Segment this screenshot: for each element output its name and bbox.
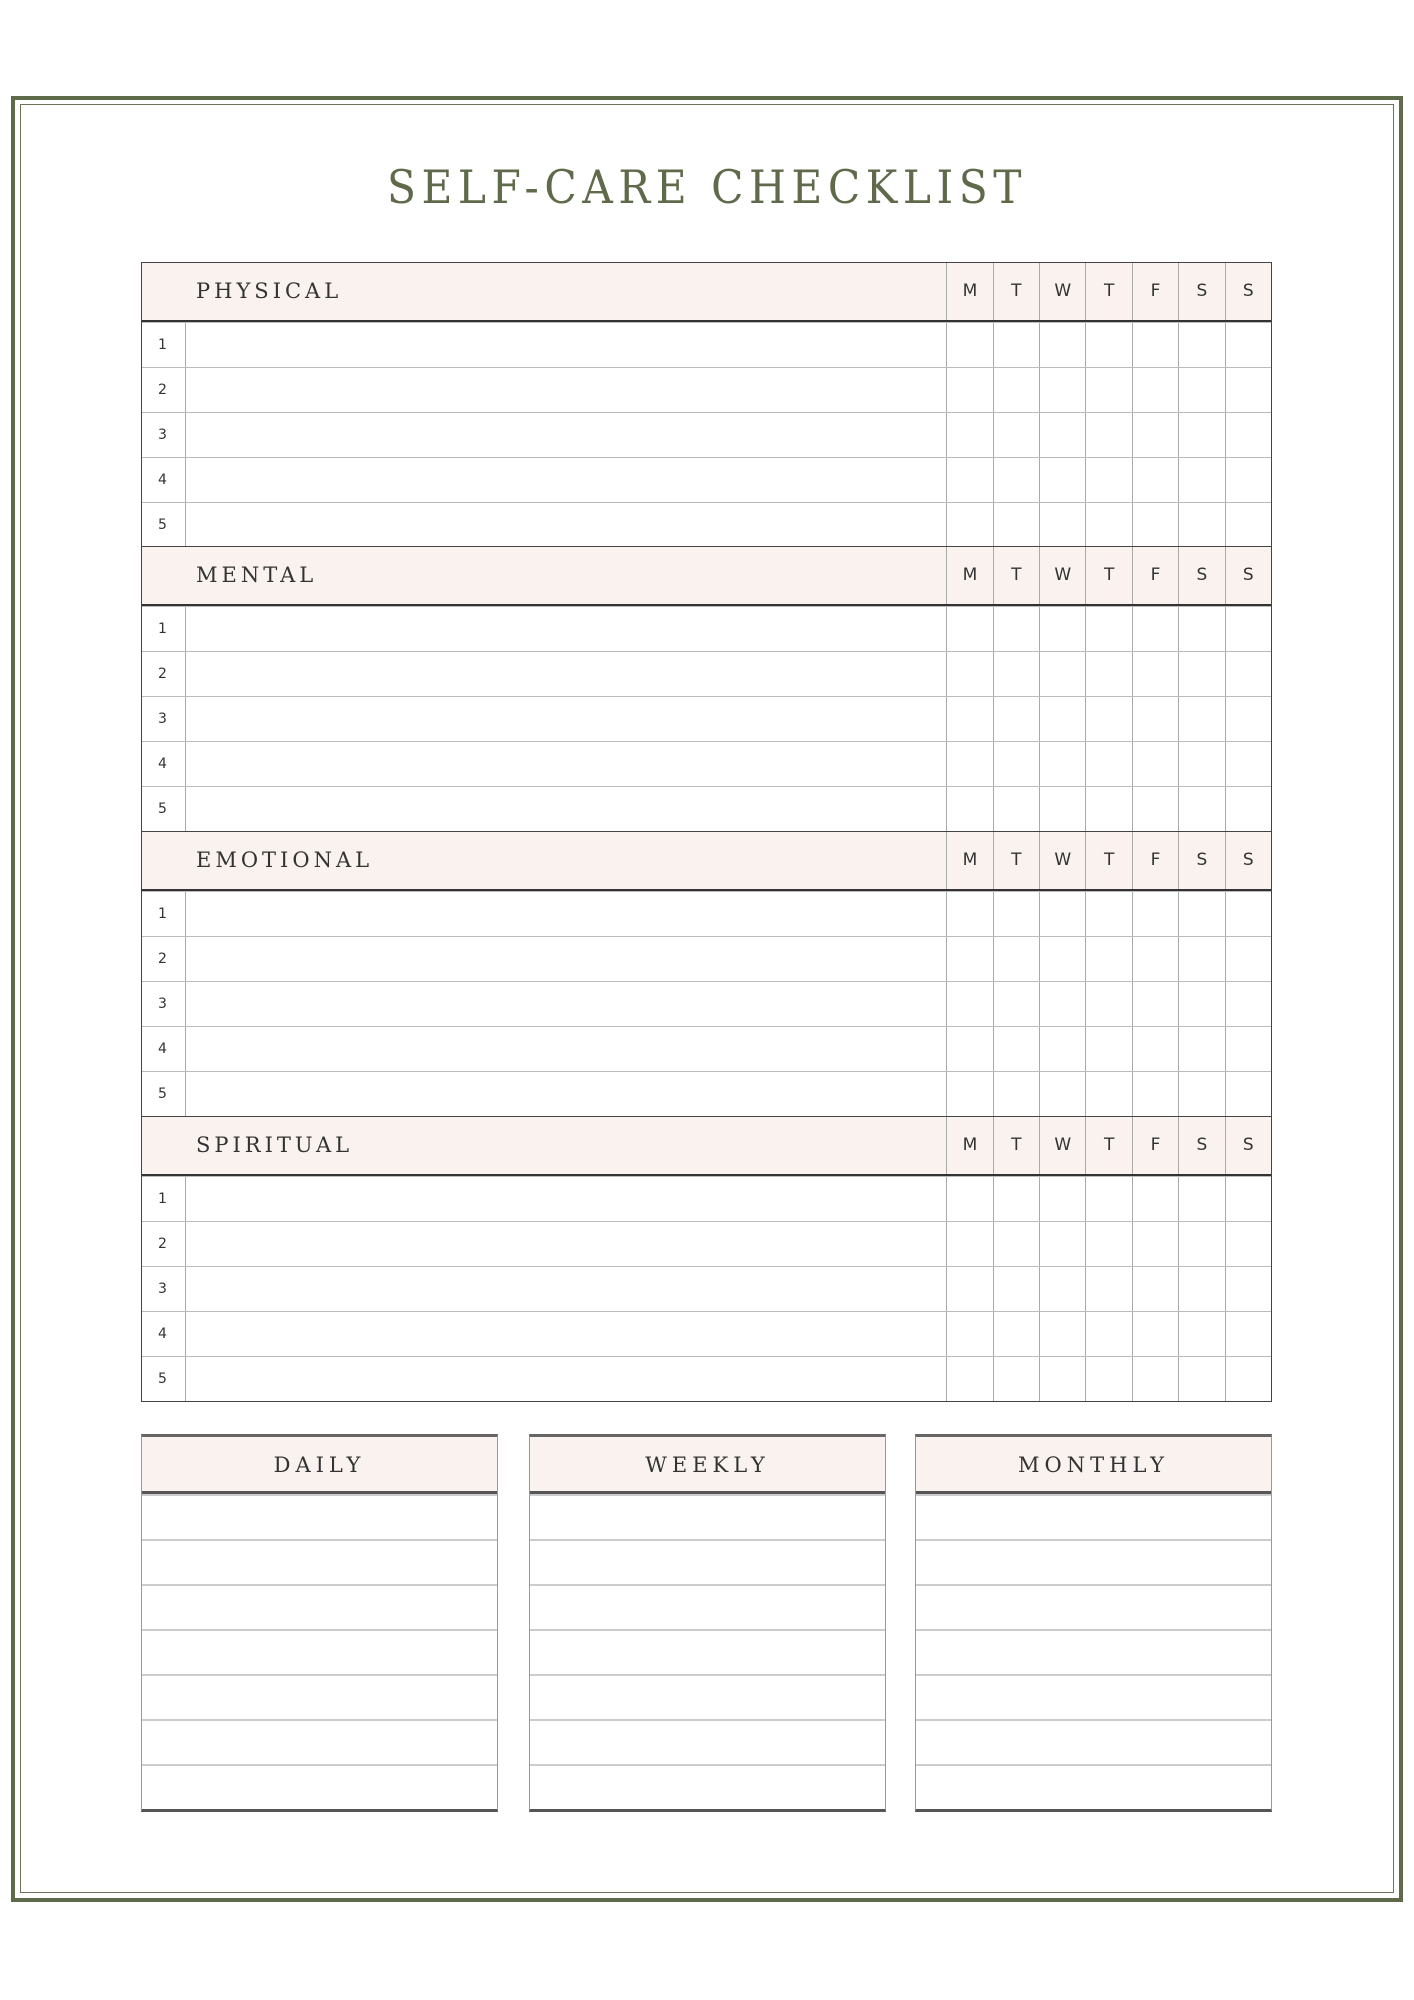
list-line[interactable] [142, 1629, 497, 1674]
day-checkbox[interactable] [1039, 742, 1085, 786]
day-checkbox[interactable] [993, 1222, 1039, 1266]
day-checkbox[interactable] [1225, 742, 1271, 786]
table-row [142, 367, 1271, 412]
day-checkbox[interactable] [1039, 697, 1085, 741]
day-checkbox[interactable] [946, 697, 992, 741]
row-number: 4 [142, 458, 186, 502]
day-checkbox[interactable] [1039, 787, 1085, 831]
day-checkbox[interactable] [1085, 697, 1131, 741]
day-checkbox[interactable] [1132, 742, 1178, 786]
day-checkbox[interactable] [1039, 1267, 1085, 1311]
day-header: S [1178, 832, 1224, 889]
list-line[interactable] [530, 1629, 885, 1674]
day-checkbox[interactable] [1225, 1312, 1271, 1356]
section-title: EMOTIONAL [196, 848, 374, 872]
page-title: SELF-CARE CHECKLIST [386, 160, 1028, 214]
day-checkbox[interactable] [1085, 607, 1131, 651]
box-daily [141, 1434, 498, 1812]
day-checkbox[interactable] [1225, 697, 1271, 741]
day-checkbox[interactable] [1178, 742, 1224, 786]
day-header: T [1085, 547, 1131, 604]
table-row [142, 741, 1271, 786]
item-input[interactable] [186, 1072, 946, 1116]
row-number: 3 [142, 982, 186, 1026]
day-header: M [946, 547, 992, 604]
day-checkbox[interactable] [1225, 1027, 1271, 1071]
day-checkbox[interactable] [946, 503, 992, 547]
day-checkbox[interactable] [1132, 413, 1178, 457]
day-header: F [1132, 832, 1178, 889]
day-checkbox[interactable] [1132, 892, 1178, 936]
day-header: T [1085, 263, 1131, 320]
list-line[interactable] [916, 1629, 1271, 1674]
day-header: M [946, 1117, 992, 1174]
day-checkbox[interactable] [1178, 323, 1224, 367]
day-checkbox[interactable] [946, 1312, 992, 1356]
day-checkbox[interactable] [1085, 323, 1131, 367]
day-checkbox[interactable] [1085, 1357, 1131, 1401]
day-header: F [1132, 263, 1178, 320]
day-checkbox[interactable] [1178, 1027, 1224, 1071]
day-checkbox[interactable] [1132, 787, 1178, 831]
day-header: F [1132, 1117, 1178, 1174]
section-header [142, 263, 1271, 322]
table-row [142, 606, 1271, 651]
day-checkbox[interactable] [946, 413, 992, 457]
table-row [142, 1176, 1271, 1221]
day-checkbox[interactable] [1178, 787, 1224, 831]
day-checkbox[interactable] [1132, 503, 1178, 547]
item-input[interactable] [186, 937, 946, 981]
item-input[interactable] [186, 607, 946, 651]
row-number: 2 [142, 937, 186, 981]
section-title: PHYSICAL [196, 279, 343, 303]
table-row [142, 412, 1271, 457]
table-row [142, 1026, 1271, 1071]
item-input[interactable] [186, 413, 946, 457]
section-mental [141, 546, 1272, 832]
section-emotional [141, 831, 1272, 1117]
day-checkbox[interactable] [1178, 607, 1224, 651]
item-input[interactable] [186, 982, 946, 1026]
day-checkbox[interactable] [1085, 1312, 1131, 1356]
table-row [142, 1266, 1271, 1311]
day-checkbox[interactable] [1085, 982, 1131, 1026]
day-checkbox[interactable] [993, 323, 1039, 367]
section-header [142, 547, 1271, 606]
day-checkbox[interactable] [1132, 982, 1178, 1026]
day-checkbox[interactable] [1132, 458, 1178, 502]
list-line[interactable] [916, 1674, 1271, 1719]
list-line[interactable] [916, 1764, 1271, 1809]
day-checkbox[interactable] [1085, 742, 1131, 786]
section-spiritual [141, 1116, 1272, 1402]
day-header: S [1225, 547, 1271, 604]
day-checkbox[interactable] [1225, 323, 1271, 367]
day-header: W [1039, 832, 1085, 889]
section-physical [141, 262, 1272, 548]
section-title: MENTAL [196, 563, 318, 587]
item-input[interactable] [186, 742, 946, 786]
table-row [142, 1311, 1271, 1356]
day-header: T [993, 547, 1039, 604]
day-checkbox[interactable] [993, 1072, 1039, 1116]
section-header [142, 1117, 1271, 1176]
day-checkbox[interactable] [1039, 503, 1085, 547]
day-checkbox[interactable] [1039, 368, 1085, 412]
list-line[interactable] [142, 1674, 497, 1719]
row-number: 4 [142, 1312, 186, 1356]
day-checkbox[interactable] [993, 1027, 1039, 1071]
day-checkbox[interactable] [1225, 458, 1271, 502]
day-checkbox[interactable] [1178, 982, 1224, 1026]
day-checkbox[interactable] [1132, 607, 1178, 651]
table-row [142, 696, 1271, 741]
day-checkbox[interactable] [1225, 368, 1271, 412]
row-number: 2 [142, 1222, 186, 1266]
item-input[interactable] [186, 652, 946, 696]
day-checkbox[interactable] [946, 787, 992, 831]
list-line[interactable] [142, 1494, 497, 1539]
day-checkbox[interactable] [946, 1027, 992, 1071]
day-checkbox[interactable] [1039, 607, 1085, 651]
day-checkbox[interactable] [1178, 1357, 1224, 1401]
day-checkbox[interactable] [1085, 1027, 1131, 1071]
list-line[interactable] [142, 1584, 497, 1629]
day-checkbox[interactable] [1178, 458, 1224, 502]
day-header: M [946, 263, 992, 320]
day-checkbox[interactable] [1039, 1357, 1085, 1401]
table-row [142, 891, 1271, 936]
day-checkbox[interactable] [1225, 937, 1271, 981]
day-checkbox[interactable] [1085, 413, 1131, 457]
day-checkbox[interactable] [993, 607, 1039, 651]
day-checkbox[interactable] [993, 1267, 1039, 1311]
day-checkbox[interactable] [1178, 937, 1224, 981]
day-header: S [1225, 832, 1271, 889]
row-number: 1 [142, 892, 186, 936]
day-checkbox[interactable] [1085, 1267, 1131, 1311]
list-line[interactable] [916, 1494, 1271, 1539]
day-header: S [1178, 547, 1224, 604]
day-checkbox[interactable] [946, 458, 992, 502]
day-checkbox[interactable] [993, 892, 1039, 936]
day-checkbox[interactable] [946, 1267, 992, 1311]
day-checkbox[interactable] [993, 1312, 1039, 1356]
day-checkbox[interactable] [946, 652, 992, 696]
day-checkbox[interactable] [1039, 1312, 1085, 1356]
table-row [142, 936, 1271, 981]
day-checkbox[interactable] [1225, 1357, 1271, 1401]
item-input[interactable] [186, 503, 946, 547]
item-input[interactable] [186, 1267, 946, 1311]
day-checkbox[interactable] [946, 742, 992, 786]
day-checkbox[interactable] [993, 368, 1039, 412]
day-header: S [1225, 1117, 1271, 1174]
day-checkbox[interactable] [946, 1357, 992, 1401]
list-line[interactable] [142, 1764, 497, 1809]
day-checkbox[interactable] [993, 982, 1039, 1026]
day-checkbox[interactable] [1225, 1267, 1271, 1311]
day-checkbox[interactable] [1225, 1222, 1271, 1266]
day-checkbox[interactable] [1039, 323, 1085, 367]
row-number: 4 [142, 1027, 186, 1071]
day-checkbox[interactable] [1039, 1072, 1085, 1116]
day-checkbox[interactable] [1132, 937, 1178, 981]
day-checkbox[interactable] [993, 1177, 1039, 1221]
list-line[interactable] [142, 1539, 497, 1584]
row-number: 1 [142, 323, 186, 367]
day-checkbox[interactable] [1225, 787, 1271, 831]
day-checkbox[interactable] [1085, 937, 1131, 981]
day-checkbox[interactable] [1085, 787, 1131, 831]
day-checkbox[interactable] [1039, 1027, 1085, 1071]
box-title: DAILY [142, 1437, 497, 1494]
day-checkbox[interactable] [1085, 1222, 1131, 1266]
day-header: M [946, 832, 992, 889]
box-monthly [915, 1434, 1272, 1812]
day-checkbox[interactable] [993, 787, 1039, 831]
table-row [142, 786, 1271, 831]
day-checkbox[interactable] [1225, 1072, 1271, 1116]
day-checkbox[interactable] [993, 652, 1039, 696]
day-checkbox[interactable] [946, 937, 992, 981]
day-checkbox[interactable] [1225, 652, 1271, 696]
day-checkbox[interactable] [1132, 1267, 1178, 1311]
day-header: T [993, 832, 1039, 889]
day-checkbox[interactable] [946, 607, 992, 651]
day-checkbox[interactable] [1039, 652, 1085, 696]
box-title: MONTHLY [916, 1437, 1271, 1494]
day-header: F [1132, 547, 1178, 604]
day-checkbox[interactable] [1132, 1357, 1178, 1401]
item-input[interactable] [186, 368, 946, 412]
day-header: S [1178, 1117, 1224, 1174]
day-checkbox[interactable] [993, 937, 1039, 981]
day-checkbox[interactable] [1225, 982, 1271, 1026]
item-input[interactable] [186, 458, 946, 502]
day-checkbox[interactable] [1178, 652, 1224, 696]
day-checkbox[interactable] [1085, 368, 1131, 412]
day-checkbox[interactable] [1132, 323, 1178, 367]
table-row [142, 981, 1271, 1026]
day-checkbox[interactable] [1132, 697, 1178, 741]
item-input[interactable] [186, 323, 946, 367]
day-checkbox[interactable] [1225, 1177, 1271, 1221]
row-number: 3 [142, 1267, 186, 1311]
box-title: WEEKLY [530, 1437, 885, 1494]
row-number: 1 [142, 1177, 186, 1221]
list-line[interactable] [916, 1539, 1271, 1584]
day-checkbox[interactable] [1225, 892, 1271, 936]
row-number: 5 [142, 1072, 186, 1116]
list-line[interactable] [530, 1674, 885, 1719]
day-checkbox[interactable] [1225, 503, 1271, 547]
day-checkbox[interactable] [946, 1222, 992, 1266]
day-checkbox[interactable] [1039, 458, 1085, 502]
day-header: S [1225, 263, 1271, 320]
day-checkbox[interactable] [1039, 982, 1085, 1026]
table-row [142, 1356, 1271, 1401]
day-checkbox[interactable] [993, 503, 1039, 547]
day-header: W [1039, 1117, 1085, 1174]
day-checkbox[interactable] [993, 413, 1039, 457]
day-checkbox[interactable] [1178, 697, 1224, 741]
row-number: 5 [142, 1357, 186, 1401]
day-checkbox[interactable] [946, 982, 992, 1026]
row-number: 3 [142, 697, 186, 741]
day-checkbox[interactable] [946, 368, 992, 412]
item-input[interactable] [186, 697, 946, 741]
row-number: 2 [142, 652, 186, 696]
day-checkbox[interactable] [1085, 503, 1131, 547]
item-input[interactable] [186, 1222, 946, 1266]
table-row [142, 651, 1271, 696]
section-header [142, 832, 1271, 891]
day-header: W [1039, 263, 1085, 320]
day-checkbox[interactable] [993, 1357, 1039, 1401]
day-checkbox[interactable] [946, 1072, 992, 1116]
day-checkbox[interactable] [1178, 1222, 1224, 1266]
day-checkbox[interactable] [1178, 1072, 1224, 1116]
day-checkbox[interactable] [1178, 368, 1224, 412]
day-checkbox[interactable] [1039, 1222, 1085, 1266]
day-checkbox[interactable] [1132, 1177, 1178, 1221]
day-checkbox[interactable] [1178, 1312, 1224, 1356]
day-checkbox[interactable] [1132, 1027, 1178, 1071]
day-checkbox[interactable] [1039, 1177, 1085, 1221]
item-input[interactable] [186, 892, 946, 936]
day-checkbox[interactable] [1132, 1072, 1178, 1116]
list-line[interactable] [916, 1719, 1271, 1764]
day-checkbox[interactable] [993, 697, 1039, 741]
day-checkbox[interactable] [1225, 413, 1271, 457]
day-checkbox[interactable] [1225, 607, 1271, 651]
row-number: 5 [142, 503, 186, 547]
day-header: T [993, 1117, 1039, 1174]
day-checkbox[interactable] [1132, 368, 1178, 412]
list-line[interactable] [916, 1584, 1271, 1629]
item-input[interactable] [186, 1357, 946, 1401]
table-row [142, 1221, 1271, 1266]
day-checkbox[interactable] [1085, 892, 1131, 936]
day-checkbox[interactable] [993, 742, 1039, 786]
day-header: S [1178, 263, 1224, 320]
day-checkbox[interactable] [1085, 652, 1131, 696]
row-number: 2 [142, 368, 186, 412]
row-number: 3 [142, 413, 186, 457]
list-line[interactable] [530, 1584, 885, 1629]
day-checkbox[interactable] [1178, 892, 1224, 936]
day-checkbox[interactable] [946, 1177, 992, 1221]
day-checkbox[interactable] [1039, 413, 1085, 457]
day-checkbox[interactable] [946, 892, 992, 936]
list-line[interactable] [530, 1494, 885, 1539]
day-checkbox[interactable] [1178, 1177, 1224, 1221]
day-checkbox[interactable] [1085, 1177, 1131, 1221]
table-row [142, 457, 1271, 502]
day-checkbox[interactable] [1132, 1312, 1178, 1356]
day-checkbox[interactable] [1178, 503, 1224, 547]
list-line[interactable] [530, 1764, 885, 1809]
day-header: T [993, 263, 1039, 320]
day-checkbox[interactable] [1085, 458, 1131, 502]
day-checkbox[interactable] [1085, 1072, 1131, 1116]
day-checkbox[interactable] [993, 458, 1039, 502]
item-input[interactable] [186, 787, 946, 831]
day-header: W [1039, 547, 1085, 604]
day-checkbox[interactable] [1178, 413, 1224, 457]
section-title: SPIRITUAL [196, 1133, 354, 1157]
day-header: T [1085, 832, 1131, 889]
day-checkbox[interactable] [1039, 937, 1085, 981]
list-line[interactable] [530, 1719, 885, 1764]
row-number: 4 [142, 742, 186, 786]
day-checkbox[interactable] [1132, 1222, 1178, 1266]
item-input[interactable] [186, 1027, 946, 1071]
day-checkbox[interactable] [1178, 1267, 1224, 1311]
item-input[interactable] [186, 1177, 946, 1221]
day-checkbox[interactable] [1039, 892, 1085, 936]
row-number: 5 [142, 787, 186, 831]
day-header: T [1085, 1117, 1131, 1174]
row-number: 1 [142, 607, 186, 651]
list-line[interactable] [142, 1719, 497, 1764]
table-row [142, 502, 1271, 547]
item-input[interactable] [186, 1312, 946, 1356]
day-checkbox[interactable] [946, 323, 992, 367]
list-line[interactable] [530, 1539, 885, 1584]
box-weekly [529, 1434, 886, 1812]
table-row [142, 1071, 1271, 1116]
table-row [142, 322, 1271, 367]
day-checkbox[interactable] [1132, 652, 1178, 696]
